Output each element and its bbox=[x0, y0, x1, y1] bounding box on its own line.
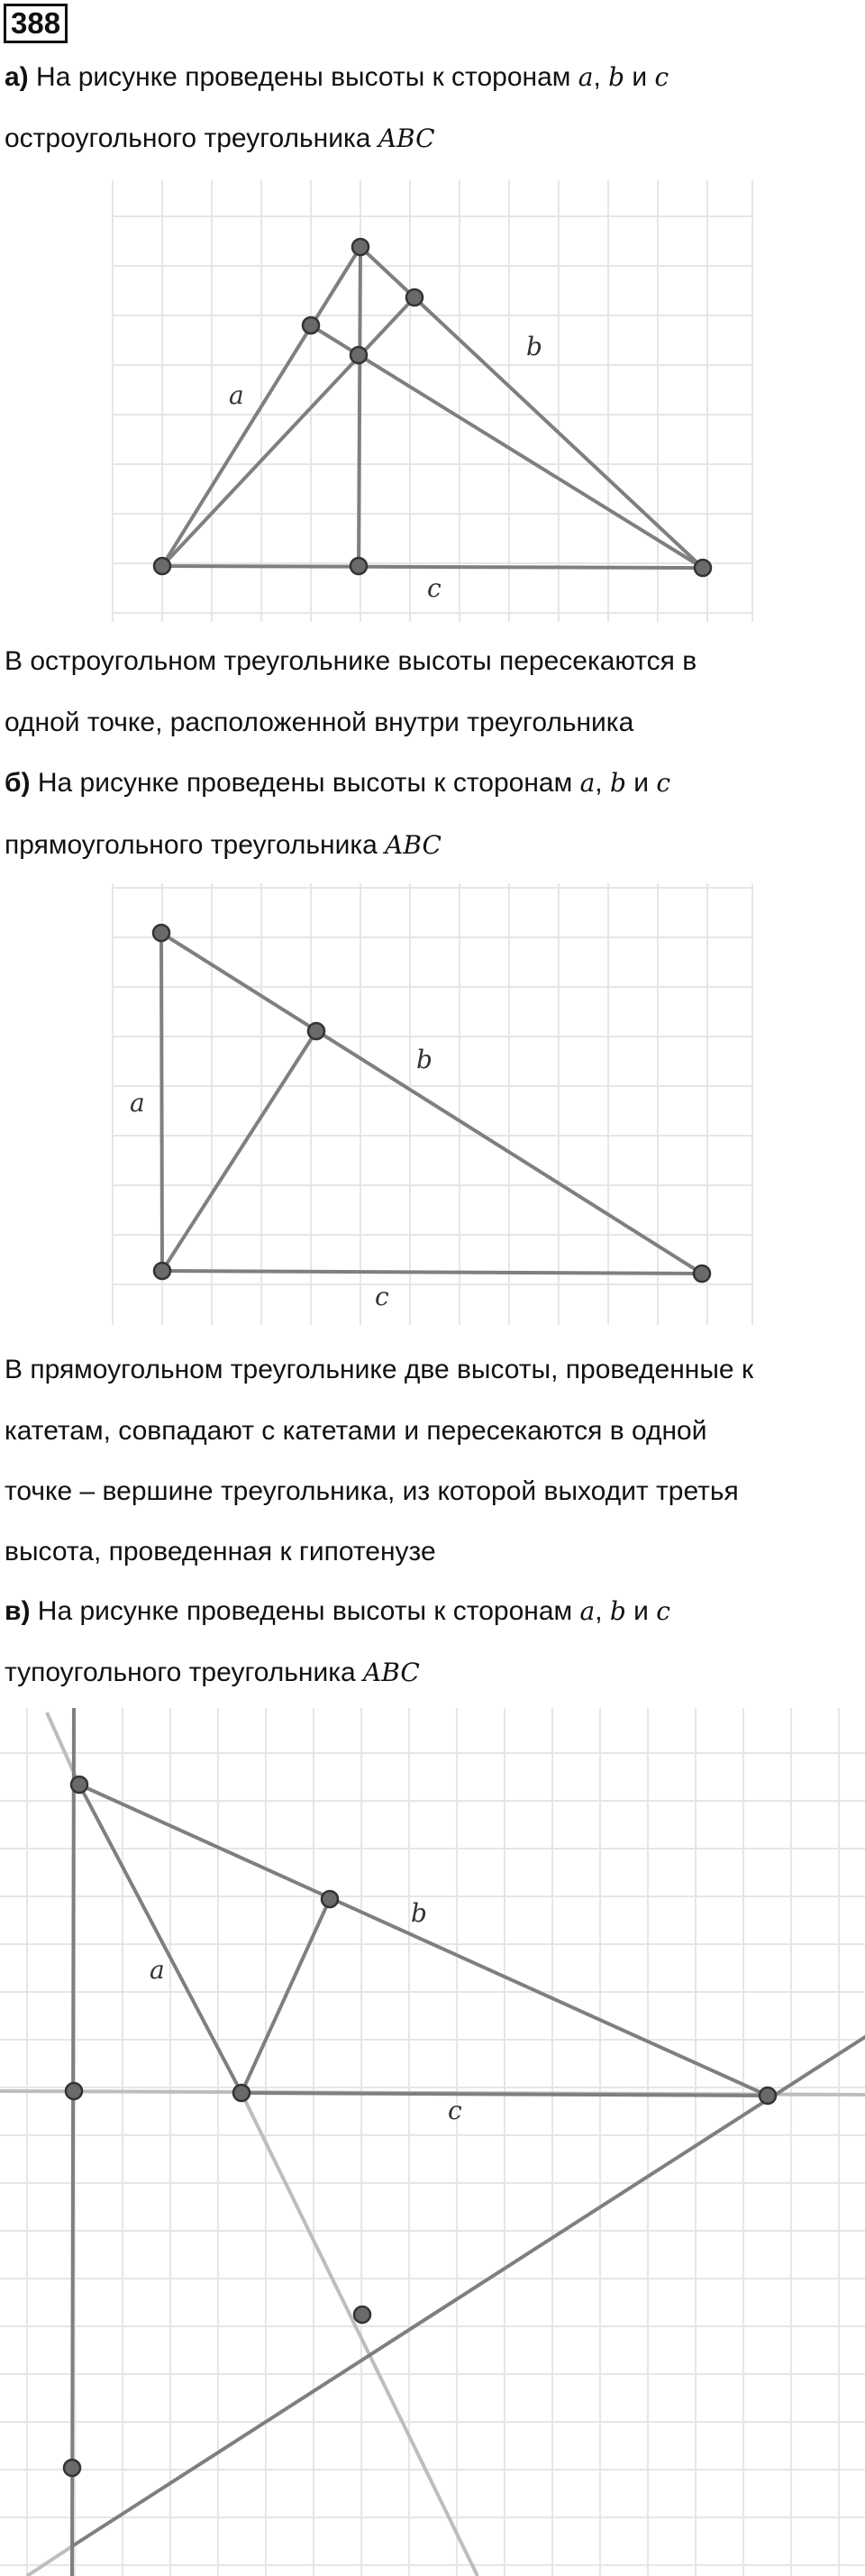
part-c-title-text: На рисунке проведены высоты к сторонам bbox=[30, 1596, 580, 1626]
comma: , bbox=[595, 1596, 610, 1626]
part-b-title-line1 bbox=[5, 765, 670, 801]
part-a-title-line2 bbox=[5, 121, 435, 157]
triangle-name: ABC bbox=[385, 830, 442, 860]
grid bbox=[0, 1708, 865, 2576]
foot-on-b bbox=[308, 1023, 324, 1039]
part-b-line2-text: прямоугольного треугольника bbox=[5, 830, 386, 860]
altitude-to-c bbox=[359, 247, 360, 566]
foot-on-b bbox=[322, 1891, 338, 1907]
var-b: b bbox=[608, 62, 625, 92]
extensions bbox=[0, 1713, 865, 2576]
altitude-to-c bbox=[72, 1708, 74, 2576]
vertex-c bbox=[695, 560, 711, 576]
triangle-name: ABC bbox=[378, 123, 435, 153]
side-a bbox=[161, 933, 162, 1271]
side-b bbox=[79, 1785, 768, 2096]
var-a: a bbox=[578, 62, 594, 92]
comma: , bbox=[593, 62, 609, 92]
part-b-conclusion-line3: точке – вершине треугольника, из которой выходит третья bbox=[5, 1476, 739, 1506]
vertex-right bbox=[760, 2087, 776, 2104]
label-c: c bbox=[448, 2096, 462, 2125]
altitude-to-a bbox=[311, 325, 703, 568]
vertex-top bbox=[153, 925, 169, 941]
part-b-prefix: б) bbox=[5, 768, 31, 798]
altitude-to-b bbox=[162, 297, 414, 566]
label-a: a bbox=[130, 1088, 145, 1118]
foot-on-c bbox=[351, 558, 367, 574]
label-a: a bbox=[229, 380, 244, 410]
var-b: b bbox=[609, 768, 626, 798]
side-b bbox=[161, 933, 702, 1274]
part-c-prefix: в) bbox=[5, 1596, 31, 1626]
problem-number: 388 bbox=[4, 4, 68, 43]
figure-acute-triangle bbox=[0, 171, 865, 631]
var-b: b bbox=[609, 1596, 626, 1626]
label-b: b bbox=[411, 1898, 427, 1928]
vertex-right bbox=[694, 1265, 710, 1282]
triangle-name: ABC bbox=[363, 1658, 420, 1687]
part-c-title-line2 bbox=[5, 1655, 420, 1691]
triangle-edges bbox=[161, 933, 702, 1274]
var-c: c bbox=[654, 62, 669, 92]
part-b-conclusion-line1: В прямоугольном треугольнике две высоты, проведенные к bbox=[5, 1355, 754, 1384]
part-c-line2-text: тупоугольного треугольника bbox=[5, 1658, 364, 1687]
var-a: a bbox=[579, 1596, 596, 1626]
var-c: c bbox=[656, 768, 671, 798]
part-b-conclusion-line4: высота, проведенная к гипотенузе bbox=[5, 1537, 436, 1567]
side-c bbox=[162, 566, 703, 568]
vertex-a bbox=[154, 558, 170, 574]
var-c: c bbox=[656, 1596, 670, 1626]
label-a: a bbox=[150, 1955, 165, 1985]
part-c-title-line1 bbox=[5, 1594, 670, 1630]
var-a: a bbox=[579, 768, 596, 798]
vertex-obtuse bbox=[233, 2085, 250, 2101]
orthocenter bbox=[351, 347, 367, 363]
comma: , bbox=[595, 768, 610, 798]
label-b: b bbox=[526, 332, 542, 361]
and-word: и bbox=[625, 1596, 657, 1626]
part-a-title-line1 bbox=[5, 59, 669, 96]
orthocenter bbox=[64, 2460, 80, 2476]
foot-on-a-extension bbox=[354, 2307, 370, 2323]
side-c bbox=[162, 1271, 702, 1274]
part-b-title-text: На рисунке проведены высоты к сторонам bbox=[30, 768, 580, 798]
part-a-title-text: На рисунке проведены высоты к сторонам bbox=[28, 62, 578, 92]
figure-obtuse-triangle bbox=[0, 1708, 865, 2576]
part-b-conclusion-line2: катетам, совпадают с катетами и пересекаются в одной bbox=[5, 1416, 707, 1446]
vertex-right-angle bbox=[154, 1263, 170, 1279]
part-a-prefix: а) bbox=[5, 62, 29, 92]
part-a-line2-text: остроугольного треугольника bbox=[5, 123, 378, 153]
altitudes bbox=[72, 1708, 865, 2576]
extension-line-a-down bbox=[241, 2093, 478, 2576]
and-word: и bbox=[624, 62, 655, 92]
part-a-conclusion-line1: В остроугольном треугольнике высоты пересекаются в bbox=[5, 646, 697, 676]
part-b-title-line2 bbox=[5, 827, 442, 863]
foot-on-c-extension bbox=[66, 2083, 82, 2099]
label-b: b bbox=[416, 1045, 432, 1074]
part-a-conclusion-line2: одной точке, расположенной внутри треугольника bbox=[5, 708, 634, 737]
triangle-edges bbox=[79, 1785, 768, 2096]
and-word: и bbox=[625, 768, 657, 798]
altitude-to-b bbox=[241, 1899, 330, 2093]
label-c: c bbox=[375, 1282, 389, 1311]
foot-on-b bbox=[406, 289, 423, 306]
figure-right-triangle bbox=[0, 879, 865, 1329]
vertex-top bbox=[71, 1777, 87, 1793]
extension-line-b bbox=[27, 2546, 72, 2576]
label-c: c bbox=[427, 573, 442, 603]
foot-on-a bbox=[303, 317, 319, 333]
vertex-b bbox=[352, 239, 369, 255]
